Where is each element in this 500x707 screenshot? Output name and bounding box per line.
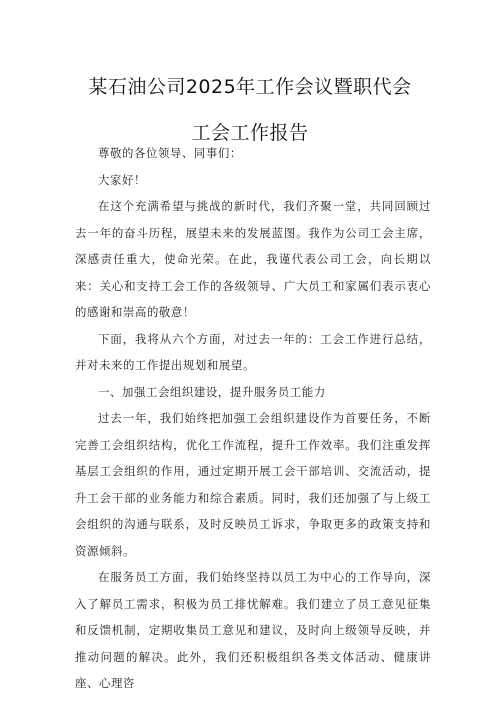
body-paragraph: 下面，我将从六个方面，对过去一年的：工会工作进行总结，并对未来的工作提出规划和展望。	[75, 331, 431, 372]
document-body	[75, 140, 431, 697]
section-heading: 一、加强工会组织建设，提升服务员工能力	[98, 384, 326, 399]
document-title-line2: 工会工作报告	[191, 122, 309, 144]
document-title-line1: 某石油公司2025年工作会议暨职代会	[88, 76, 412, 98]
greeting: 大家好！	[98, 172, 146, 187]
salutation: 尊敬的各位领导、同事们：	[98, 146, 242, 160]
body-paragraph: 过去一年，我们始终把加强工会组织建设作为首要任务，不断完善工会组织结构，优化工作流程，提升工作效率。我们注重发挥基层工会组织的作用，通过定期开展工会干部培训、交流活动，提升工会干部的业务能力和综合素质。同时，我们还加强了与上级工会组织的沟通与联系，及时反映员工诉求，争取更多的政策支持和资源倾斜。	[75, 411, 431, 558]
body-paragraph: 在这个充满希望与挑战的新时代，我们齐聚一堂，共同回顾过去一年的奋斗历程，展望未来的发展蓝图。我作为公司工会主席，深感责任重大，使命光荣。在此，我谨代表公司工会，向长期以来：关心和支持工会工作的各级领导、广大员工和家属们表示衷心的感谢和崇高的敬意！	[75, 199, 431, 319]
body-paragraph: 在服务员工方面，我们始终坚持以员工为中心的工作导向，深入了解员工需求，积极为员工排忧解难。我们建立了员工意见征集和反馈机制，定期收集员工意见和建议，及时向上级领导反映，并推动问题的解决。此外，我们还积极组织各类文体活动、健康讲座、心理咨	[75, 570, 431, 690]
